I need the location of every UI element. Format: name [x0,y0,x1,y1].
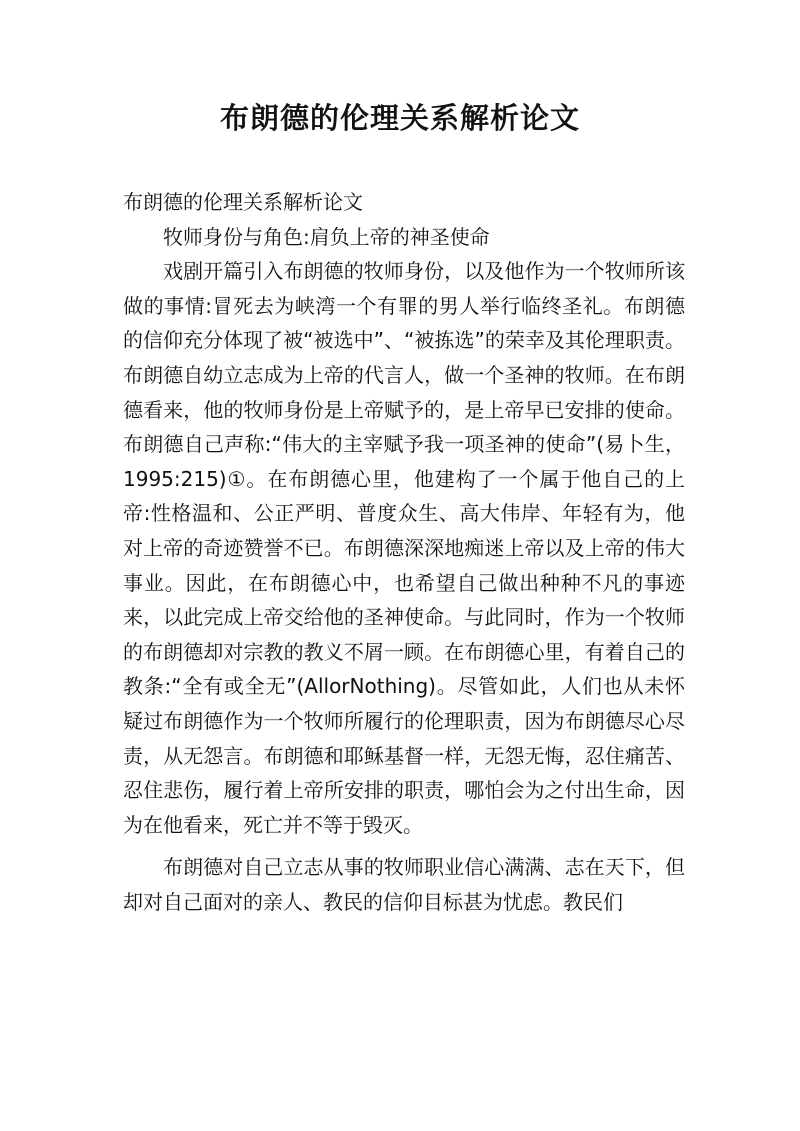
body-paragraph: 布朗德对自己立志从事的牧师职业信心满满、志在天下，但却对自己面对的亲人、教民的信仰目标甚为忧虑。教民们 [123,855,685,914]
document-subtitle: 布朗德的伦理关系解析论文 [123,190,363,214]
body-paragraph: 戏剧开篇引入布朗德的牧师身份，以及他作为一个牧师所该做的事情:冒死去为峡湾一个有罪的男人举行临终圣礼。布朗德的信仰充分体现了被“被选中”、“被拣选”的荣幸及其伦理职责。布朗德自幼立志成为上帝的代言人，做一个圣神的牧师。在布朗德看来，他的牧师身份是上帝赋予的，是上帝早已安排的使命。布朗德自己声称:“伟大的主宰赋予我一项圣神的使命”(易卜生，1995:215)①。在布朗德心里，他建构了一个属于他自己的上帝:性格温和、公正严明、普度众生、高大伟岸、年轻有为，他对上帝的奇迹赞誉不已。布朗德深深地痴迷上帝以及上帝的伟大事业。因此，在布朗德心中，也希望自己做出种种不凡的事迹来，以此完成上帝交给他的圣神使命。与此同时，作为一个牧师的布朗德却对宗教的教义不屑一顾。在布朗德心里，有着自己的教条:“全有或全无”(AllorNothing)。尽管如此，人们也从未怀疑过布朗德作为一个牧师所履行的伦理职责，因为布朗德尽心尽责，从无怨言。布朗德和耶稣基督一样，无怨无悔，忍住痛苦、忍住悲伤，履行着上帝所安排的职责，哪怕会为之付出生命，因为在他看来，死亡并不等于毁灭。 [123,259,685,837]
document-body [123,185,685,919]
section-heading: 牧师身份与角色:肩负上帝的神圣使命 [163,224,490,249]
document-title: 布朗德的伦理关系解析论文 [219,101,580,135]
